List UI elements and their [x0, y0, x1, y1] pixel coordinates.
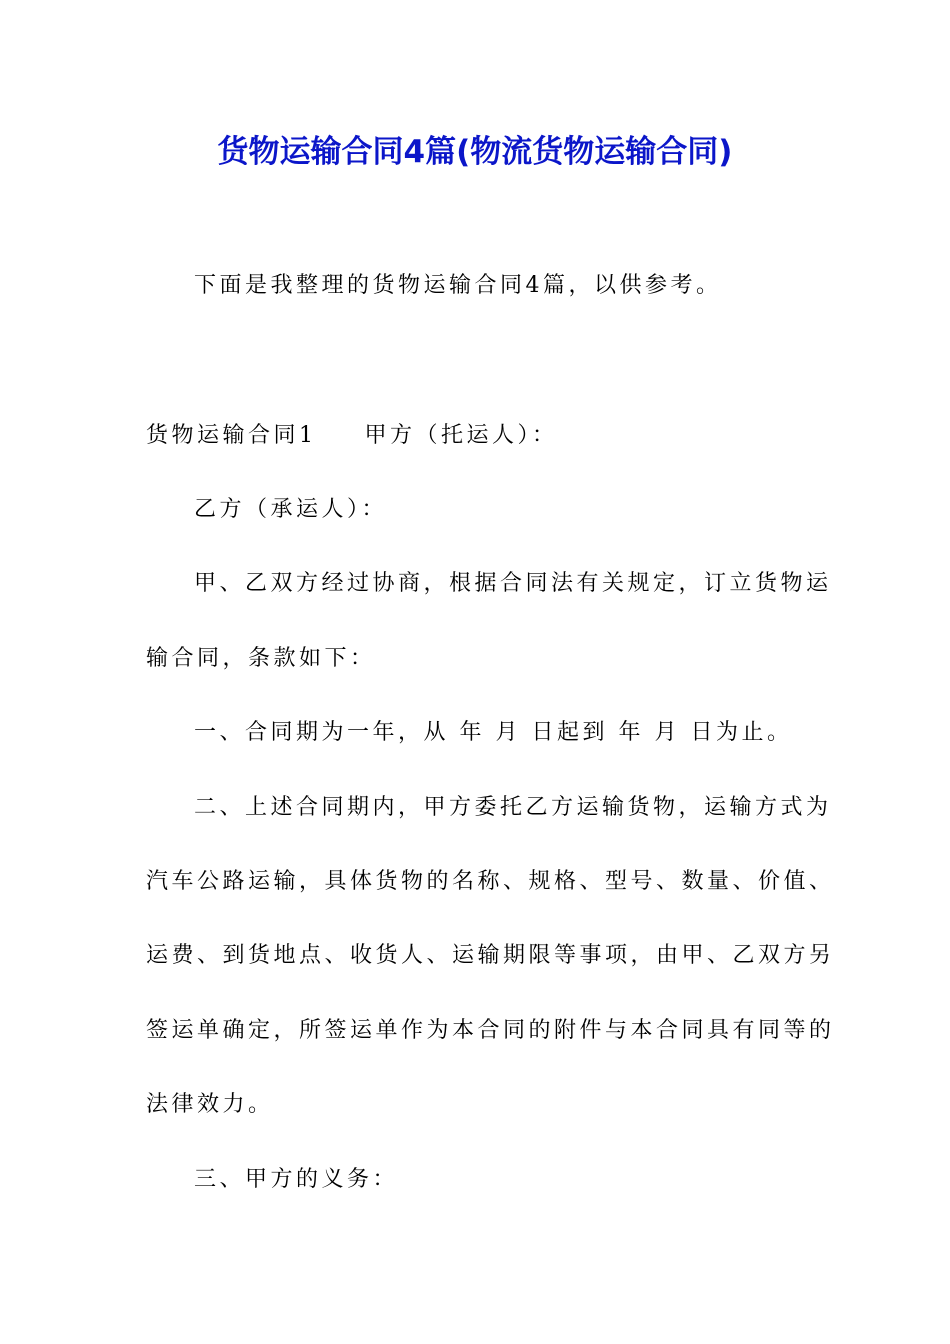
clause-2-line-3: 运费、到货地点、收货人、运输期限等事项，由甲、乙双方另	[146, 943, 835, 968]
clause-2-line-5: 法律效力。	[146, 1092, 274, 1117]
document-title: 货物运输合同4篇(物流货物运输合同)	[217, 134, 733, 170]
party-b-label: 乙方（承运人）：	[194, 497, 388, 522]
clause-2-line-2: 汽车公路运输，具体货物的名称、规格、型号、数量、价值、	[146, 869, 835, 894]
section-heading-line	[146, 418, 806, 454]
clause-3: 三、甲方的义务：	[194, 1167, 399, 1192]
section-heading: 货物运输合同1	[146, 423, 317, 448]
paragraph-1-line-2: 输合同，条款如下：	[146, 646, 376, 671]
clause-2-line-4: 签运单确定，所签运单作为本合同的附件与本合同具有同等的	[146, 1018, 835, 1043]
intro-paragraph: 下面是我整理的货物运输合同4篇，以供参考。	[194, 273, 722, 298]
clause-2-line-1: 二、上述合同期内，甲方委托乙方运输货物，运输方式为	[194, 795, 832, 820]
paragraph-1-line-1: 甲、乙双方经过协商，根据合同法有关规定，订立货物运	[194, 571, 832, 596]
party-a-label: 甲方（托运人）：	[364, 423, 558, 448]
clause-1: 一、合同期为一年，从 年 月 日起到 年 月 日为止。	[194, 720, 793, 745]
